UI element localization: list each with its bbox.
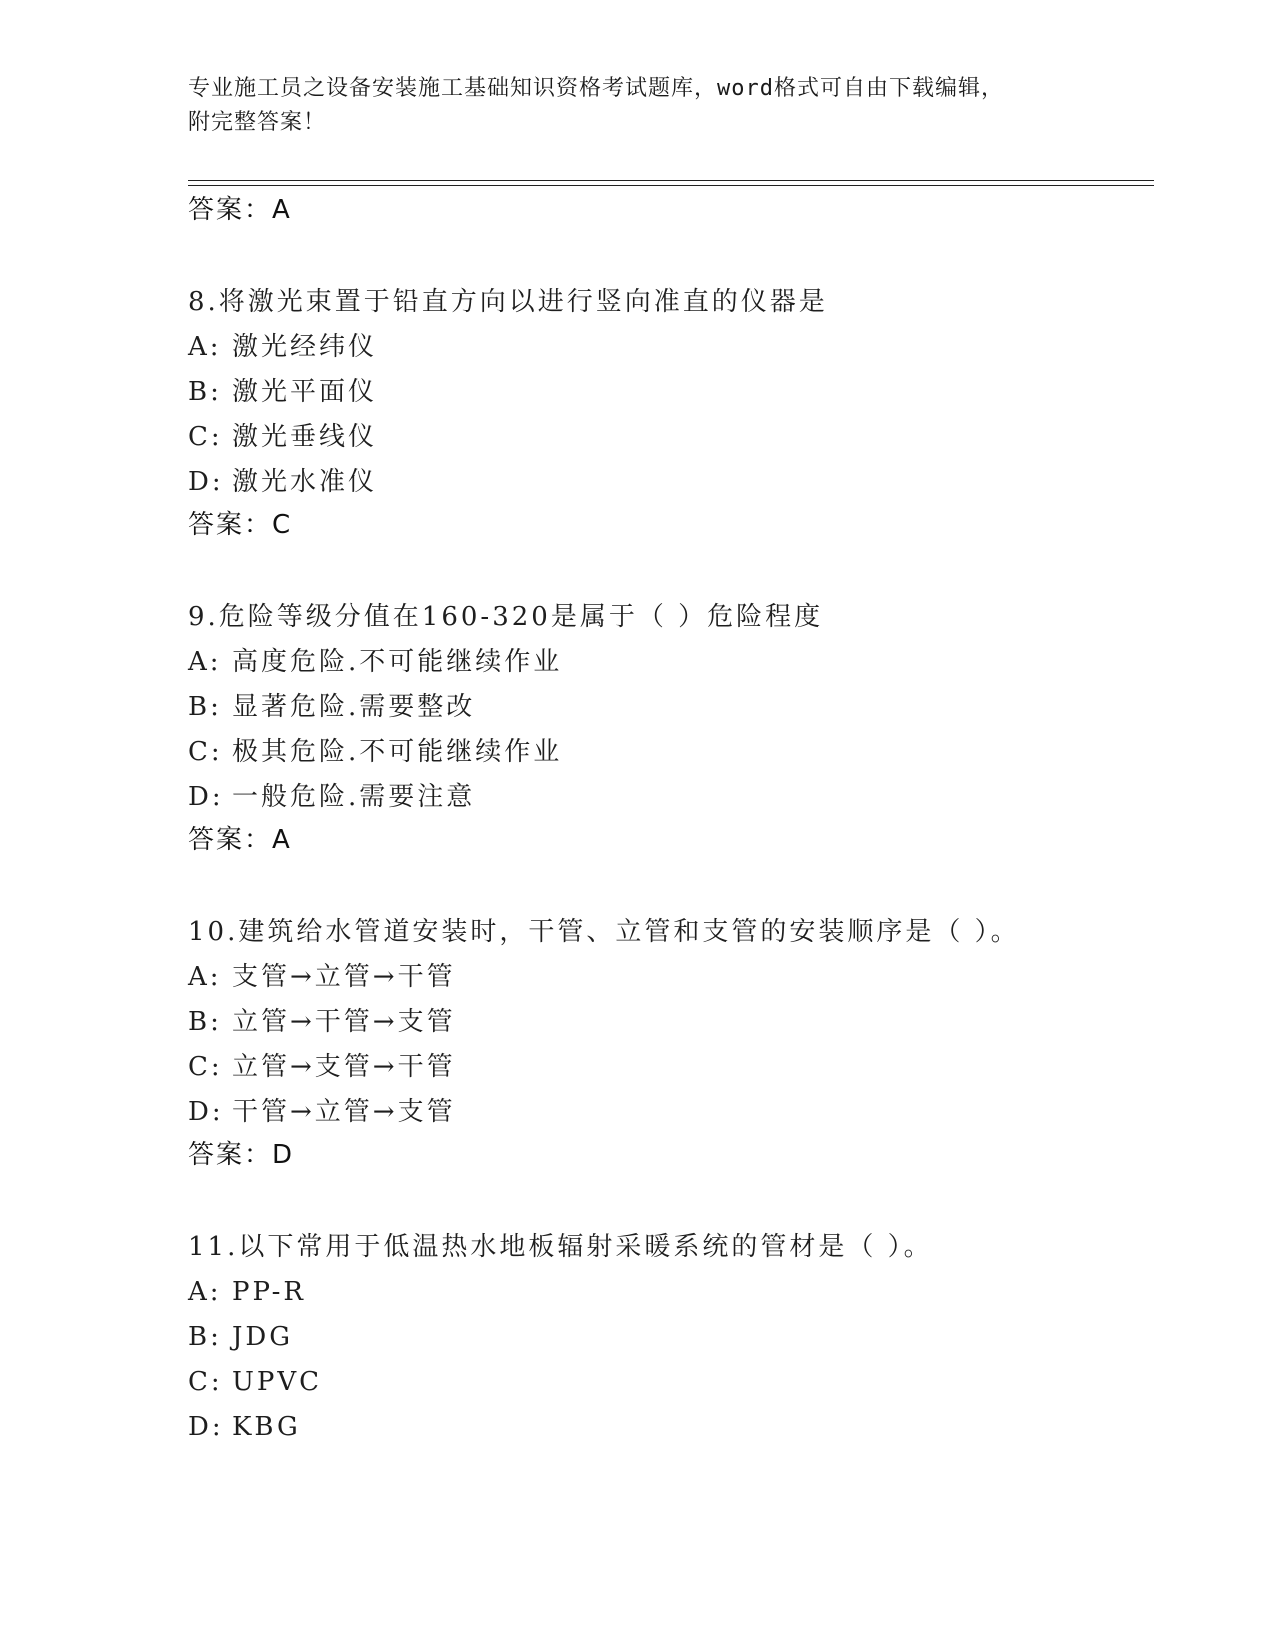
option-c: [188, 415, 1154, 460]
option-a: [188, 325, 1154, 370]
option-d: [188, 1090, 1154, 1135]
question-block: [188, 280, 1154, 545]
option-text: 支管→立管→干管: [232, 962, 456, 992]
answer-line: [188, 190, 1154, 230]
header-divider-top: [188, 180, 1154, 181]
option-c: [188, 730, 1154, 775]
header-line-1: 专业施工员之设备安装施工基础知识资格考试题库，word格式可自由下载编辑，: [188, 76, 1004, 101]
question-title: 8.将激光束置于铅直方向以进行竖向准直的仪器是: [188, 287, 828, 317]
header-line-2: 附完整答案！: [188, 110, 327, 135]
option-letter: D:: [188, 782, 224, 812]
option-b: [188, 1315, 1154, 1360]
question-block: [188, 910, 1154, 1175]
option-text: 激光垂线仪: [232, 422, 378, 452]
answer-line: [188, 820, 1154, 860]
option-d: [188, 1405, 1154, 1450]
option-letter: C:: [188, 737, 223, 767]
option-letter: C:: [188, 1367, 223, 1397]
option-text: 高度危险.不可能继续作业: [232, 647, 563, 677]
answer-label: 答案：: [188, 510, 273, 540]
option-letter: C:: [188, 422, 223, 452]
option-b: [188, 370, 1154, 415]
question-title: 9.危险等级分值在160-320是属于（ ）危险程度: [188, 602, 824, 632]
question-title: 11.以下常用于低温热水地板辐射采暖系统的管材是（ ）。: [188, 1232, 933, 1262]
option-letter: D:: [188, 1412, 224, 1442]
document-header: [188, 72, 1088, 140]
option-a: [188, 1270, 1154, 1315]
question-list: [188, 190, 1154, 1450]
option-letter: B:: [188, 1322, 222, 1352]
answer-value: C: [272, 510, 293, 540]
answer-label: 答案：: [188, 825, 273, 855]
option-letter: A:: [188, 647, 222, 677]
option-text: 激光平面仪: [232, 377, 378, 407]
option-letter: B:: [188, 377, 222, 407]
option-letter: B:: [188, 1007, 222, 1037]
answer-label: 答案：: [188, 195, 273, 225]
option-text: 显著危险.需要整改: [232, 692, 476, 722]
option-text: 激光经纬仪: [232, 332, 378, 362]
option-a: [188, 640, 1154, 685]
option-text: UPVC: [232, 1367, 323, 1397]
option-letter: D:: [188, 467, 224, 497]
answer-value: A: [272, 195, 292, 225]
option-text: PP-R: [232, 1277, 306, 1307]
option-letter: D:: [188, 1097, 224, 1127]
option-text: 干管→立管→支管: [232, 1097, 456, 1127]
option-c: [188, 1045, 1154, 1090]
option-text: 极其危险.不可能继续作业: [232, 737, 563, 767]
answer-line: [188, 505, 1154, 545]
option-b: [188, 685, 1154, 730]
option-text: 立管→干管→支管: [232, 1007, 456, 1037]
question-title: 10.建筑给水管道安装时，干管、立管和支管的安装顺序是（ ）。: [188, 917, 1020, 947]
option-letter: B:: [188, 692, 222, 722]
option-text: JDG: [232, 1322, 294, 1352]
question-block: [188, 595, 1154, 860]
option-d: [188, 775, 1154, 820]
option-letter: A:: [188, 1277, 222, 1307]
answer-line: [188, 1135, 1154, 1175]
option-a: [188, 955, 1154, 1000]
answer-value: A: [272, 825, 292, 855]
answer-label: 答案：: [188, 1140, 273, 1170]
option-letter: C:: [188, 1052, 223, 1082]
option-text: 一般危险.需要注意: [232, 782, 476, 812]
option-text: KBG: [232, 1412, 301, 1442]
option-c: [188, 1360, 1154, 1405]
option-letter: A:: [188, 332, 222, 362]
option-letter: A:: [188, 962, 222, 992]
answer-value: D: [272, 1140, 295, 1170]
option-d: [188, 460, 1154, 505]
question-block: [188, 1225, 1154, 1450]
option-b: [188, 1000, 1154, 1045]
option-text: 立管→支管→干管: [232, 1052, 456, 1082]
header-divider-bottom: [188, 185, 1154, 186]
option-text: 激光水准仪: [232, 467, 378, 497]
